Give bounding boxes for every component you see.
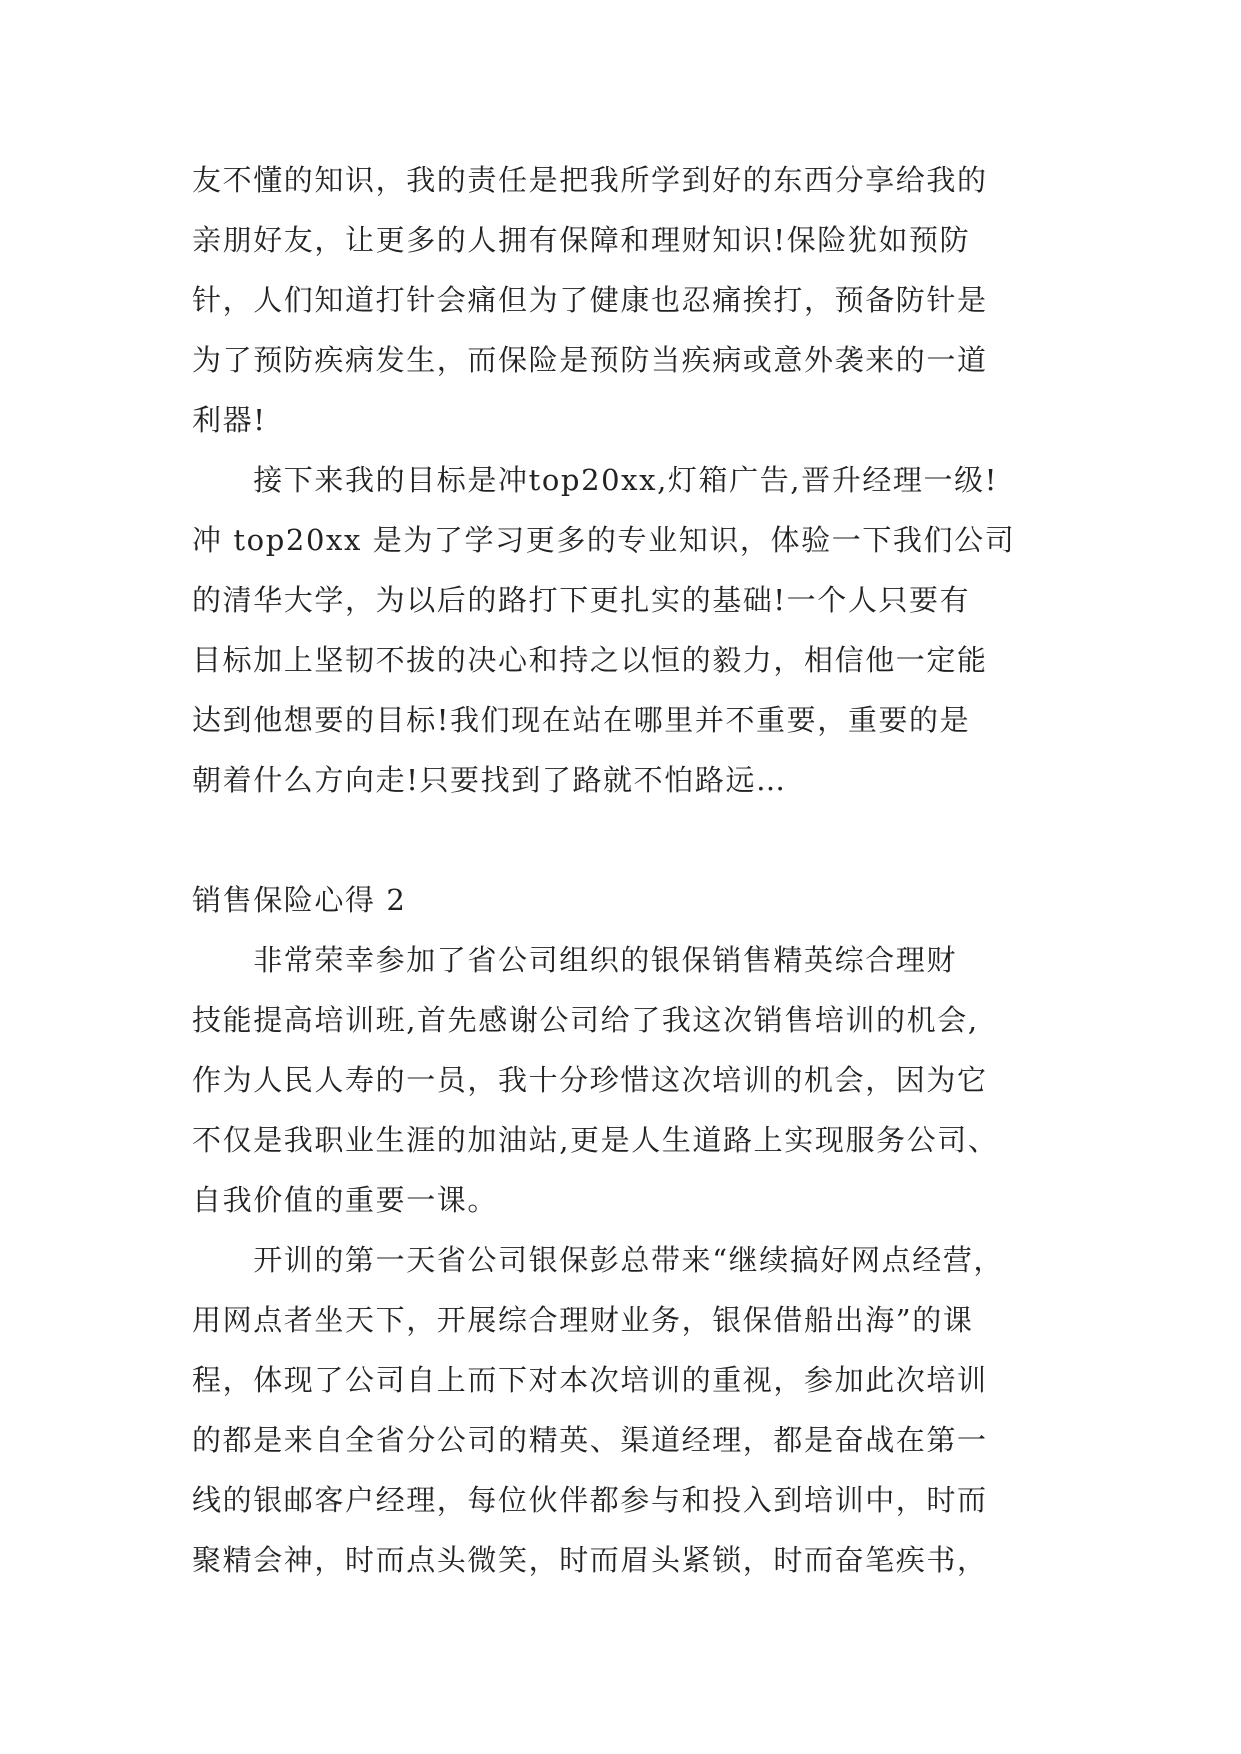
text-line: 不仅是我职业生涯的加油站,更是人生道路上实现服务公司、: [192, 1123, 999, 1157]
text-line: 冲 top20xx 是为了学习更多的专业知识，体验一下我们公司: [192, 523, 1016, 557]
text-line: 目标加上坚韧不拔的决心和持之以恒的毅力，相信他一定能: [192, 643, 988, 677]
text-line: 作为人民人寿的一员，我十分珍惜这次培训的机会，因为它: [192, 1063, 988, 1097]
section-title: 销售保险心得 2: [192, 883, 407, 917]
text-line: 用网点者坐天下，开展综合理财业务，银保借船出海”的课: [192, 1303, 974, 1337]
paragraph-3: [192, 930, 1062, 1230]
text-line: 针，人们知道打针会痛但为了健康也忍痛挨打，预备防针是: [192, 283, 988, 317]
document-body: [192, 150, 1062, 1590]
text-line: 利器!: [192, 403, 267, 437]
text-line: 非常荣幸参加了省公司组织的银保销售精英综合理财: [192, 943, 958, 977]
text-line: 技能提高培训班,首先感谢公司给了我这次销售培训的机会,: [192, 1003, 979, 1037]
text-line: 开训的第一天省公司银保彭总带来“继续搞好网点经营，: [192, 1243, 1005, 1277]
paragraph-4: [192, 1230, 1062, 1590]
text-line: 聚精会神，时而点头微笑，时而眉头紧锁，时而奋笔疾书，: [192, 1543, 988, 1577]
text-line: 接下来我的目标是冲top20xx,灯箱广告,晋升经理一级!: [192, 463, 998, 497]
text-line: 达到他想要的目标!我们现在站在哪里并不重要，重要的是: [192, 703, 971, 737]
paragraph-2: [192, 450, 1062, 810]
text-line: 朝着什么方向走!只要找到了路就不怕路远…: [192, 763, 787, 797]
text-line: 的都是来自全省分公司的精英、渠道经理，都是奋战在第一: [192, 1423, 988, 1457]
text-line: 为了预防疾病发生，而保险是预防当疾病或意外袭来的一道: [192, 343, 988, 377]
text-line: 自我价值的重要一课。: [192, 1183, 499, 1217]
paragraph-1: [192, 150, 1062, 450]
text-line: 线的银邮客户经理，每位伙伴都参与和投入到培训中，时而: [192, 1483, 988, 1517]
text-line: 友不懂的知识，我的责任是把我所学到好的东西分享给我的: [192, 163, 988, 197]
text-line: 亲朋好友，让更多的人拥有保障和理财知识!保险犹如预防: [192, 223, 971, 257]
text-line: 的清华大学，为以后的路打下更扎实的基础!一个人只要有: [192, 583, 971, 617]
text-line: 程，体现了公司自上而下对本次培训的重视，参加此次培训: [192, 1363, 988, 1397]
